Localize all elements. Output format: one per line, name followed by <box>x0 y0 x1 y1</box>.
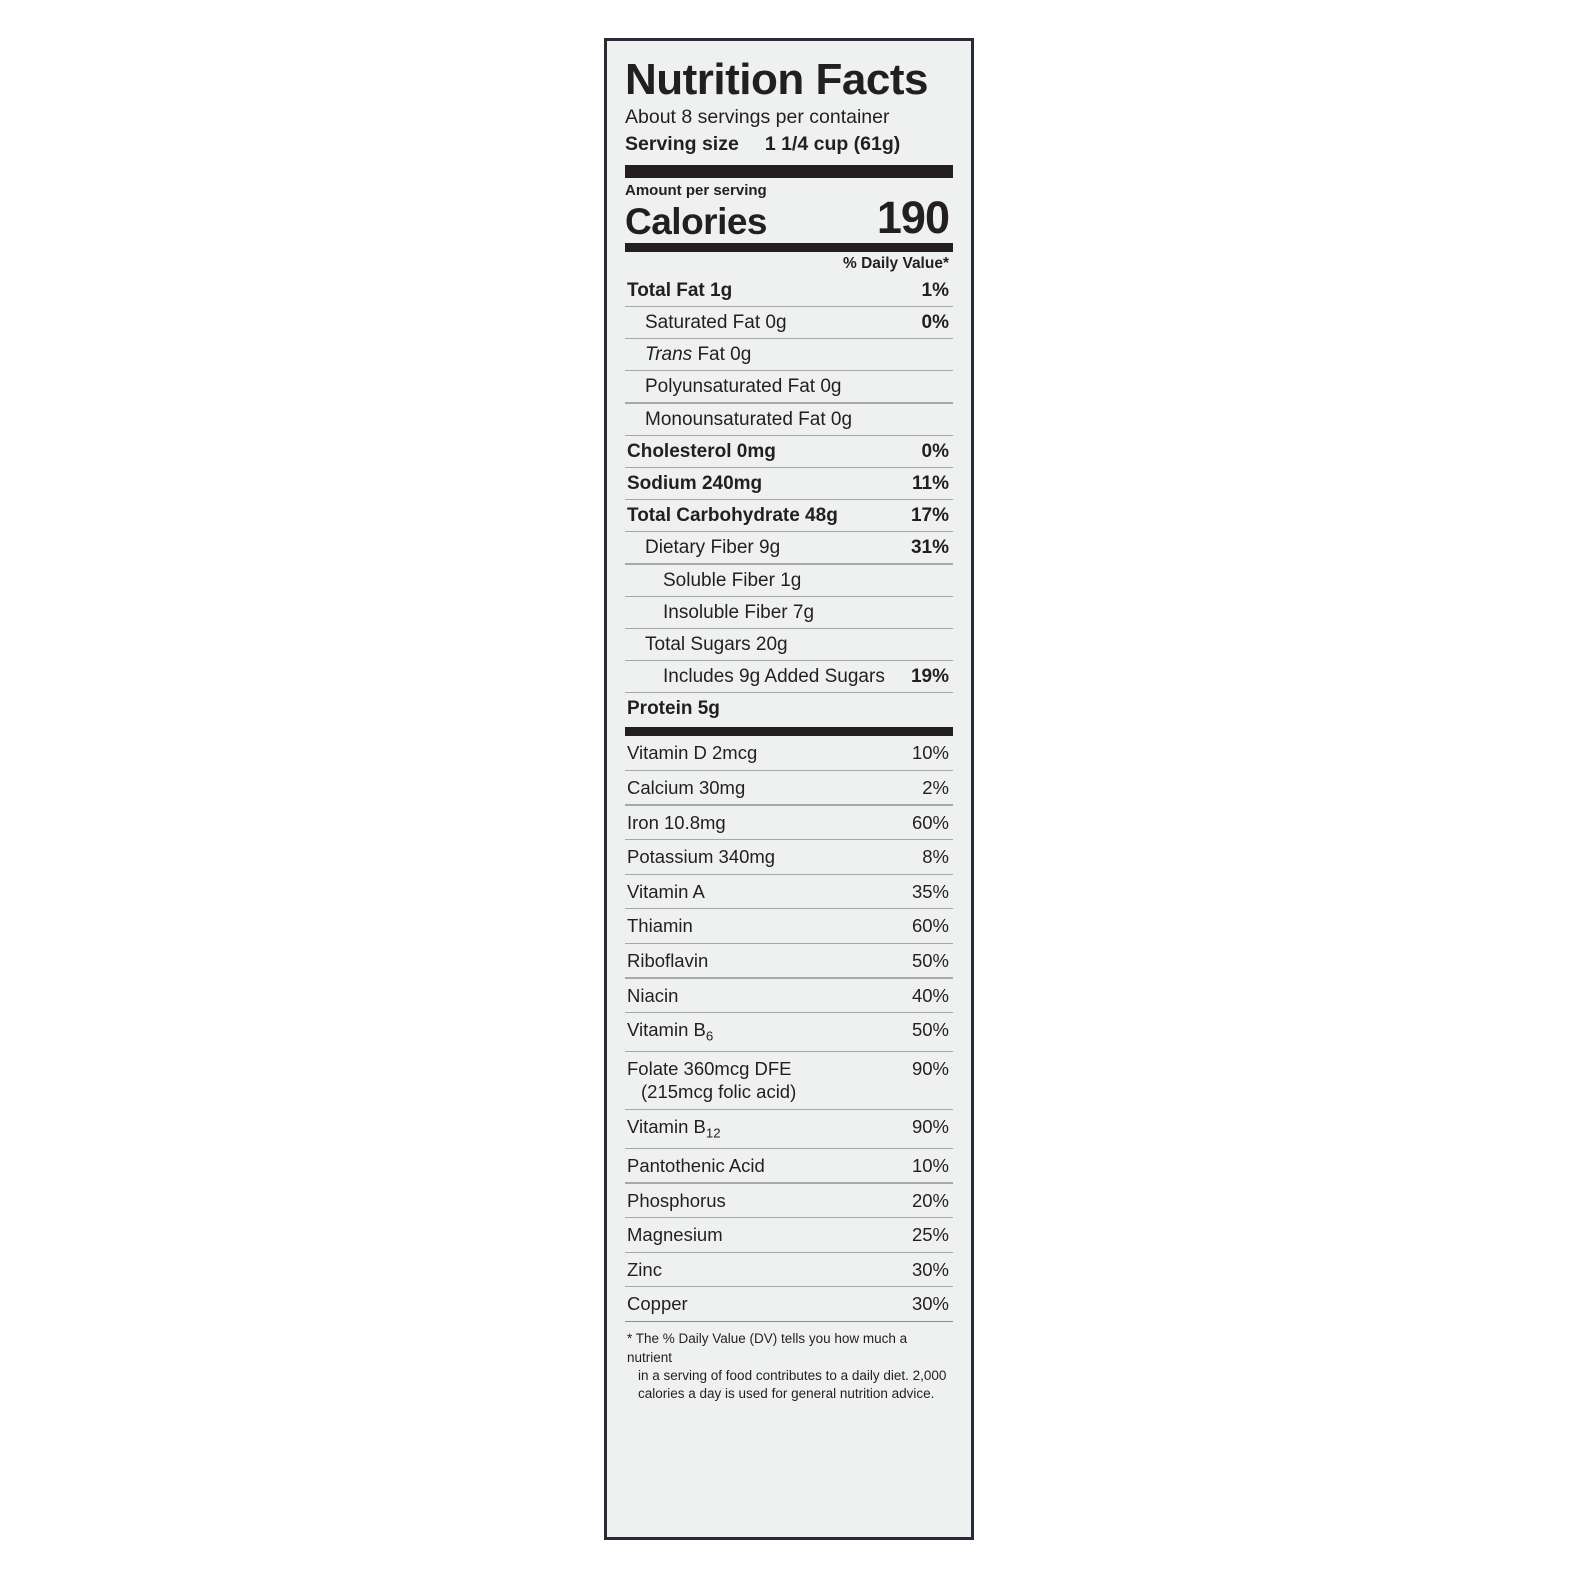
nutrient-row <box>625 275 953 306</box>
nutrient-table <box>625 275 953 724</box>
vitamin-name: Riboflavin <box>627 950 709 971</box>
vitamin-row <box>625 1149 953 1182</box>
vitamin-name: Vitamin D 2mcg <box>627 742 758 764</box>
nutrient-name: Includes 9g Added Sugars <box>663 666 885 688</box>
vitamin-name: Magnesium <box>627 1224 723 1246</box>
vitamin-row <box>625 1110 953 1148</box>
serving-size-row <box>625 132 953 157</box>
vitamin-name: Vitamin $B_6$ <box>627 1019 714 1044</box>
vitamin-row <box>625 944 953 977</box>
vitamin-name: Copper <box>627 1293 688 1315</box>
daily-value-header: % Daily Value* <box>843 254 949 272</box>
vitamin-row <box>625 909 953 942</box>
nutrient-name: Saturated Fat 0g <box>645 312 787 334</box>
vitamin-daily-value: 60% <box>911 811 949 833</box>
serving-size-label: Serving size <box>625 132 739 155</box>
vitamin-row <box>625 771 953 804</box>
calories-row <box>625 191 953 243</box>
vitamin-row <box>625 840 953 873</box>
footnote <box>625 1322 953 1403</box>
vitamin-name: Zinc <box>627 1258 662 1280</box>
nutrient-name: Insoluble Fiber 7g <box>663 601 815 623</box>
nutrient-row <box>625 468 953 499</box>
vitamin-name: Thiamin <box>627 915 693 937</box>
vitamin-daily-value: 90% <box>911 1058 949 1080</box>
divider-medium-calories <box>625 243 953 252</box>
vitamin-row <box>625 875 953 908</box>
calories-value: 190 <box>876 191 949 243</box>
vitamin-daily-value: 20% <box>911 1189 949 1211</box>
vitamin-table <box>625 736 953 1320</box>
nutrient-row <box>625 371 953 402</box>
vitamin-name: Iron 10.8mg <box>627 811 726 833</box>
footnote-line-2: in a serving of food contributes to a daily diet. 2,000 <box>638 1367 947 1383</box>
vitamin-row <box>625 1287 953 1320</box>
nutrient-daily-value: 11% <box>912 473 949 495</box>
nutrition-facts-inner <box>607 41 971 1537</box>
vitamin-daily-value: 35% <box>911 880 949 902</box>
nutrient-name: Sodium 240mg <box>627 473 763 495</box>
nutrient-name: Protein 5g <box>627 698 720 720</box>
vitamin-daily-value: 90% <box>911 1116 949 1138</box>
nutrient-row <box>625 532 953 563</box>
vitamin-row <box>625 1013 953 1051</box>
vitamin-daily-value: 10% <box>911 1154 949 1176</box>
calories-label: Calories <box>625 200 768 242</box>
nutrient-row <box>625 307 953 338</box>
nutrient-daily-value: 31% <box>910 537 949 559</box>
nutrient-daily-value: 0% <box>921 440 949 462</box>
vitamin-row <box>625 1253 953 1286</box>
nutrient-daily-value: 0% <box>921 312 949 334</box>
nutrient-row <box>625 500 953 531</box>
vitamin-row <box>625 1184 953 1217</box>
nutrient-name: Total Sugars 20g <box>645 633 788 655</box>
vitamin-daily-value: 50% <box>911 950 949 971</box>
page-title: Nutrition Facts <box>625 55 928 104</box>
vitamin-row <box>625 1052 953 1109</box>
servings-per-container: About 8 servings per container <box>625 106 890 129</box>
nutrient-row <box>625 565 953 596</box>
nutrient-row <box>625 404 953 435</box>
nutrient-name: Trans Fat 0g <box>645 344 752 366</box>
nutrient-name: Soluble Fiber 1g <box>663 569 802 591</box>
vitamin-name: Potassium 340mg <box>627 846 776 868</box>
divider-medium-vitamins <box>625 727 953 736</box>
nutrient-name: Total Carbohydrate 48g <box>627 505 838 527</box>
vitamin-name: Niacin <box>627 984 679 1006</box>
nutrient-row <box>625 629 953 660</box>
vitamin-daily-value: 30% <box>911 1293 949 1315</box>
serving-size-value: 1 1/4 cup (61g) <box>764 132 901 155</box>
vitamin-name: Vitamin A <box>627 880 705 902</box>
footnote-line-1: * The % Daily Value (DV) tells you how much a nutrient <box>627 1331 908 1365</box>
vitamin-subtext: (215mcg folic acid) <box>641 1081 797 1103</box>
vitamin-daily-value: 2% <box>922 776 949 798</box>
vitamin-daily-value: 60% <box>911 915 949 937</box>
vitamin-name: Pantothenic Acid <box>627 1154 765 1176</box>
vitamin-name: Phosphorus <box>627 1189 726 1211</box>
vitamin-daily-value: 50% <box>911 1019 949 1041</box>
vitamin-name: Folate 360mcg DFE (215mcg folic acid) <box>627 1058 797 1103</box>
vitamin-row <box>625 736 953 769</box>
nutrient-row <box>625 339 953 370</box>
nutrient-daily-value: 17% <box>910 505 949 527</box>
nutrient-row <box>625 661 953 692</box>
nutrient-row <box>625 693 953 724</box>
amount-per-serving-label: Amount per serving <box>625 181 767 199</box>
vitamin-name: Vitamin $B_{12}$ <box>627 1116 721 1141</box>
nutrient-name: Cholesterol 0mg <box>627 440 776 462</box>
vitamin-daily-value: 40% <box>911 984 949 1006</box>
vitamin-row <box>625 1218 953 1251</box>
vitamin-row <box>625 979 953 1012</box>
nutrient-name-italic: Trans <box>645 344 693 366</box>
nutrient-daily-value: 1% <box>921 279 949 301</box>
nutrient-row <box>625 597 953 628</box>
nutrition-facts-panel <box>604 38 974 1540</box>
nutrient-name: Total Fat 1g <box>627 279 733 301</box>
vitamin-daily-value: 8% <box>922 846 949 868</box>
vitamin-daily-value: 25% <box>911 1224 949 1246</box>
vitamin-row <box>625 806 953 839</box>
nutrient-name: Polyunsaturated Fat 0g <box>645 376 842 398</box>
nutrient-daily-value: 19% <box>910 666 949 688</box>
vitamin-daily-value: 30% <box>911 1258 949 1280</box>
nutrient-name: Monounsaturated Fat 0g <box>645 408 853 430</box>
vitamin-name: Calcium 30mg <box>627 776 746 798</box>
divider-thick-top <box>625 165 953 178</box>
vitamin-daily-value: 10% <box>911 742 949 764</box>
nutrient-row <box>625 436 953 467</box>
nutrient-name: Dietary Fiber 9g <box>645 537 781 559</box>
footnote-line-3: calories a day is used for general nutrition advice. <box>638 1385 935 1401</box>
